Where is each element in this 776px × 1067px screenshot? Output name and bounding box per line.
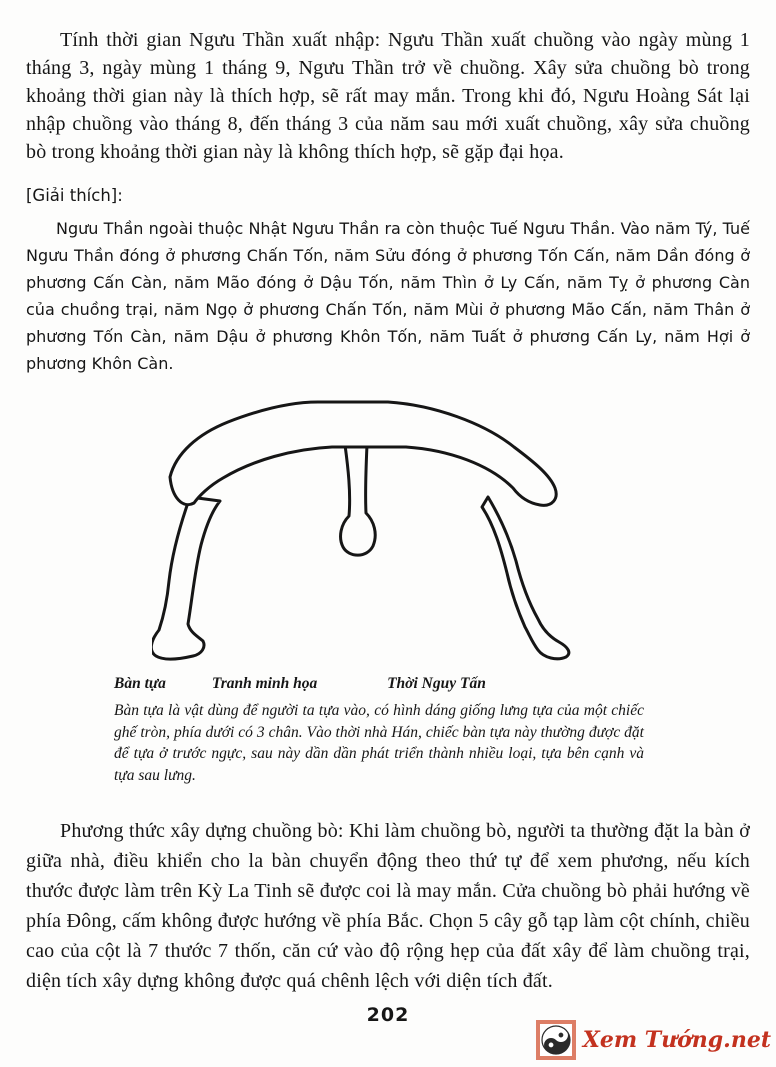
figure-caption-period: Thời Nguy Tấn [387,675,486,692]
yin-yang-icon [536,1020,576,1060]
backrest-drawing [152,397,572,663]
figure-caption-type: Tranh minh họa [211,675,318,692]
paragraph-explanation: Ngưu Thần ngoài thuộc Nhật Ngưu Thần ra còn thuộc Tuế Ngưu Thần. Vào năm Tý, Tuế Ngưu Thần đóng ở phương Chấn Tốn, năm Sửu đóng ở phương Tốn Cấn, năm Dần đóng ở phương Cấn Càn, năm Mão đóng ở Dậu Tốn, năm Thìn ở Ly Cấn, năm Tỵ ở phương Càn của chuồng trại, năm Ngọ ở phương Chấn Tốn, năm Mùi ở phương Mão Cấn, năm Thân ở phương Tốn Càn, năm Dậu ở phương Khôn Tốn, năm Tuất ở phương Cấn Ly, năm Hợi ở phương Khôn Càn. [26,219,750,373]
watermark-site-text: Xem Tướng.net [582,1027,771,1053]
paragraph-intro: Tính thời gian Ngưu Thần xuất nhập: Ngưu Thần xuất chuồng vào ngày mùng 1 tháng 3, ngày mùng 1 tháng 9, Ngưu Thần trở về chuồng. Xây sửa chuồng bò trong khoảng thời gian này là thích hợp, sẽ rất may mắn. Trong khi đó, Ngưu Hoàng Sát lại nhập chuồng vào tháng 8, đến tháng 3 của năm sau mới xuất chuồng, xây sửa chuồng bò trong khoảng thời gian này là không thích hợp, sẽ gặp đại họa. [26,29,750,163]
figure-caption-name: Bàn tựa [114,675,166,692]
page-number: 202 [366,1004,410,1026]
figure-caption-row [114,675,750,693]
watermark [536,1020,771,1060]
figure-caption-note: Bàn tựa là vật dùng để người ta tựa vào, có hình dáng giống lưng tựa của một chiếc ghế tròn, phía dưới có 3 chân. Vào thời nhà Hán, chiếc bàn tựa này thường được đặt để tựa ở trước ngực, sau này dần dần phát triển thành nhiều loại, tựa bên cạnh và tựa sau lưng. [114,702,644,784]
explain-label: [Giải thích]: [26,186,123,205]
paragraph-construction: Phương thức xây dựng chuồng bò: Khi làm chuồng bò, người ta thường đặt la bàn ở giữa nhà, điều khiển cho la bàn chuyển động theo thứ tự để xem phương, nếu kích thước được làm trên Kỳ La Tinh sẽ được coi là may mắn. Cửa chuồng bò phải hướng về phía Đông, cấm không được hướng về phía Bắc. Chọn 5 cây gỗ tạp làm cột chính, chiều cao của cột là 7 thước 7 thốn, căn cứ vào độ rộng hẹp của đất xây để làm chuồng trại, diện tích xây dựng không được quá chênh lệch với diện tích đất. [26,820,750,992]
backrest-illustration [152,397,572,663]
